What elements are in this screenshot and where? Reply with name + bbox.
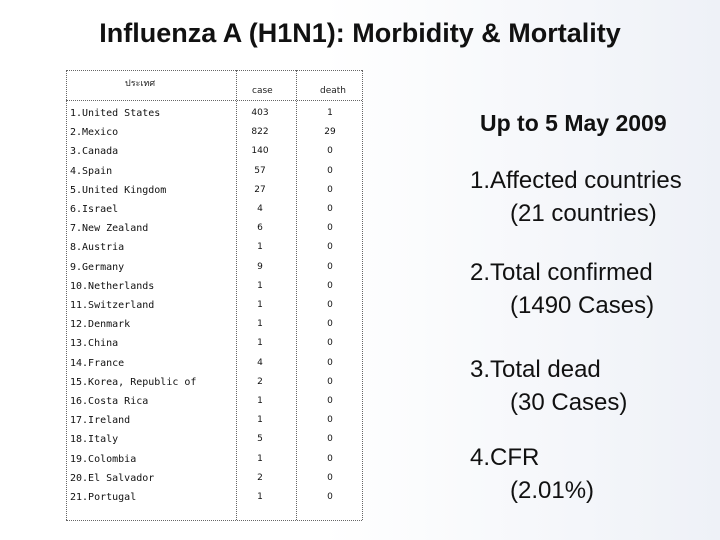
row-case: 4 <box>257 204 263 214</box>
summary-point-line1: 4.CFR <box>470 444 540 471</box>
row-death: 0 <box>327 165 333 176</box>
row-case: 2 <box>257 376 263 387</box>
row-country: 6.Israel <box>70 204 119 215</box>
summary-point-line1: 1.Affected countries <box>470 167 682 194</box>
table-row <box>66 219 362 238</box>
column-divider <box>236 70 237 520</box>
table-row <box>66 373 362 392</box>
row-death: 0 <box>327 434 333 445</box>
row-country: 19.Colombia <box>70 453 137 465</box>
table-border-bottom <box>66 520 362 521</box>
row-country: 8.Austria <box>70 242 125 254</box>
row-case: 822 <box>251 127 269 138</box>
row-case: 57 <box>254 165 266 176</box>
table-row <box>66 354 362 373</box>
row-death: 0 <box>327 376 333 387</box>
row-country: 4.Spain <box>70 165 113 177</box>
row-case: 1 <box>257 492 263 502</box>
row-country: 17.Ireland <box>70 415 131 427</box>
row-death: 0 <box>327 242 333 253</box>
row-country: 2.Mexico <box>70 127 119 139</box>
row-country: 10.Netherlands <box>70 280 155 292</box>
row-death: 0 <box>327 492 333 502</box>
summary-point-line2: (2.01%) <box>510 477 595 504</box>
row-case: 1 <box>257 319 263 330</box>
row-case: 2 <box>257 472 263 483</box>
table-border-right <box>362 70 363 520</box>
table-row <box>66 334 362 353</box>
summary-heading: Up to 5 May 2009 <box>480 110 667 136</box>
table-row <box>66 315 362 334</box>
row-death: 0 <box>327 415 333 426</box>
table-row <box>66 488 362 507</box>
header-death: death <box>320 86 346 96</box>
table-row <box>66 123 362 142</box>
summary-point-countries <box>470 164 682 230</box>
row-country: 7.New Zealand <box>70 223 149 235</box>
row-country: 21.Portugal <box>70 492 137 503</box>
row-country: 3.Canada <box>70 146 119 158</box>
row-death: 0 <box>327 280 333 291</box>
summary-point-dead <box>470 353 627 419</box>
row-death: 0 <box>327 338 333 349</box>
header-case: case <box>252 86 273 96</box>
header-country: ประเทศ <box>125 79 156 89</box>
row-death: 0 <box>327 357 333 368</box>
row-case: 27 <box>254 184 266 195</box>
table-row <box>66 162 362 181</box>
row-country: 5.United Kingdom <box>70 184 167 196</box>
table-border-top <box>66 70 362 71</box>
column-divider <box>296 70 297 520</box>
row-death: 0 <box>327 472 333 483</box>
table-row <box>66 296 362 315</box>
row-death: 0 <box>327 453 333 464</box>
row-case: 1 <box>257 396 263 406</box>
summary-point-confirmed <box>470 256 654 322</box>
table-row <box>66 277 362 296</box>
slide-title: Influenza A (H1N1): Morbidity & Mortality <box>99 18 621 48</box>
row-death: 1 <box>327 108 333 118</box>
row-case: 1 <box>257 280 263 291</box>
table-row <box>66 411 362 430</box>
summary-point-line1: 2.Total confirmed <box>470 259 653 286</box>
row-country: 1.United States <box>70 108 161 119</box>
row-case: 4 <box>257 357 263 368</box>
row-country: 20.El Salvador <box>70 472 155 484</box>
row-death: 29 <box>324 127 336 138</box>
row-case: 1 <box>257 338 263 349</box>
row-case: 140 <box>251 146 269 157</box>
table-row <box>66 238 362 257</box>
table-row <box>66 200 362 219</box>
table-row <box>66 104 362 123</box>
row-country: 12.Denmark <box>70 319 131 331</box>
row-case: 6 <box>257 223 263 234</box>
row-death: 0 <box>327 319 333 330</box>
table-row <box>66 469 362 488</box>
table-row <box>66 181 362 200</box>
row-death: 0 <box>327 146 333 157</box>
table-row <box>66 258 362 277</box>
header-divider <box>66 100 362 101</box>
row-country: 11.Switzerland <box>70 300 155 311</box>
row-death: 0 <box>327 184 333 195</box>
table-row <box>66 392 362 411</box>
row-death: 0 <box>327 261 333 272</box>
row-case: 403 <box>251 108 269 118</box>
row-country: 15.Korea, Republic of <box>70 376 197 388</box>
table-row <box>66 450 362 469</box>
row-case: 1 <box>257 453 263 464</box>
row-death: 0 <box>327 300 333 310</box>
summary-point-line2: (21 countries) <box>510 200 657 227</box>
row-country: 16.Costa Rica <box>70 396 149 407</box>
summary-point-cfr <box>470 441 594 507</box>
row-death: 0 <box>327 204 333 214</box>
row-country: 14.France <box>70 357 125 369</box>
row-case: 1 <box>257 300 263 310</box>
row-country: 18.Italy <box>70 434 119 446</box>
row-case: 5 <box>257 434 263 445</box>
row-country: 9.Germany <box>70 261 125 273</box>
summary-point-line2: (30 Cases) <box>510 389 628 416</box>
row-case: 9 <box>257 261 263 272</box>
table-row <box>66 430 362 449</box>
table-row <box>66 142 362 161</box>
row-death: 0 <box>327 223 333 234</box>
summary-point-line2: (1490 Cases) <box>510 292 655 319</box>
row-death: 0 <box>327 396 333 406</box>
row-country: 13.China <box>70 338 119 350</box>
summary-point-line1: 3.Total dead <box>470 356 601 383</box>
row-case: 1 <box>257 415 263 426</box>
table-border-left <box>66 70 67 520</box>
row-case: 1 <box>257 242 263 253</box>
